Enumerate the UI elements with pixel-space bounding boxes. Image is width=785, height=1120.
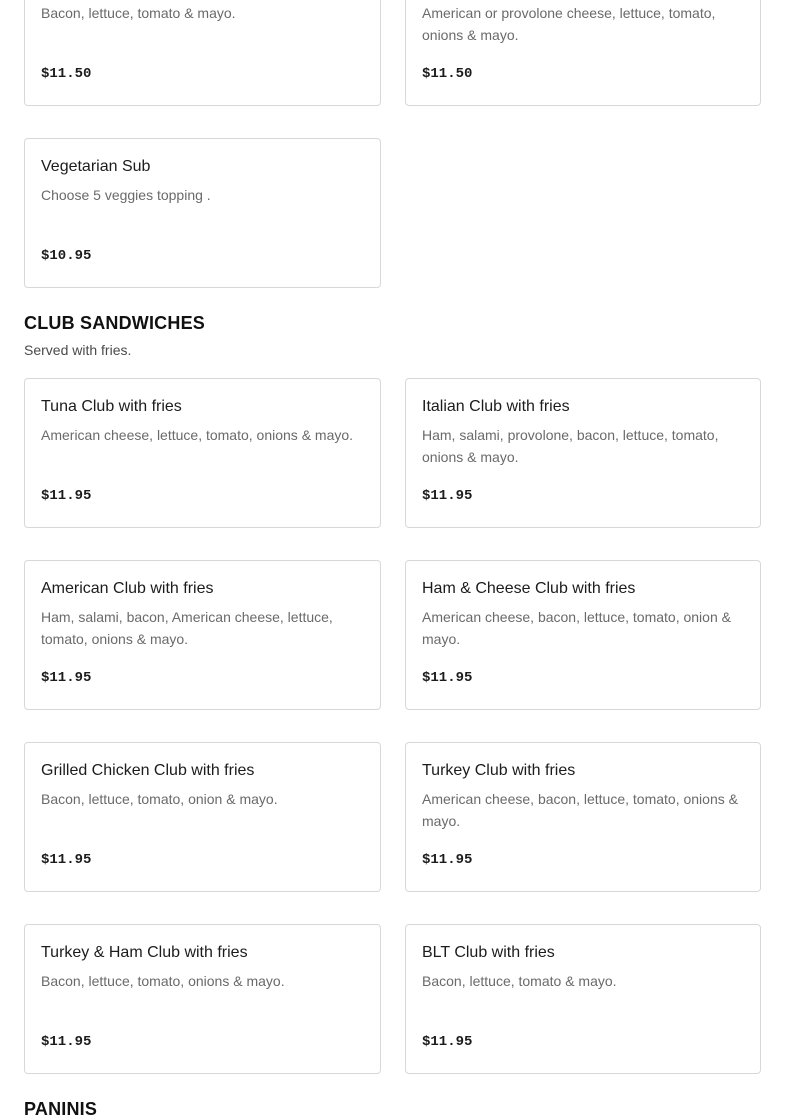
menu-item-name: American Club with fries (41, 580, 214, 597)
menu-item-price: $11.95 (41, 488, 92, 504)
menu-item-description: American or provolone cheese, lettuce, tomato, onions & mayo. (422, 5, 716, 43)
menu-item-name: Vegetarian Sub (41, 158, 151, 175)
menu-item-description: American cheese, bacon, lettuce, tomato, onion & mayo. (422, 609, 731, 647)
menu-item-card[interactable] (405, 924, 761, 1074)
menu-item-card[interactable] (24, 924, 381, 1074)
menu-item-price: $11.95 (422, 1034, 473, 1050)
menu-item-price: $11.95 (41, 852, 92, 868)
menu-item-description: Ham, salami, provolone, bacon, lettuce, tomato, onions & mayo. (422, 427, 719, 465)
menu-item-price: $11.50 (422, 66, 473, 82)
menu-item-description: Ham, salami, bacon, American cheese, lettuce, tomato, onions & mayo. (41, 609, 333, 647)
menu-item-name: Turkey Club with fries (422, 762, 576, 779)
menu-item-description: Choose 5 veggies topping . (41, 187, 211, 203)
menu-item-price: $11.95 (422, 670, 473, 686)
menu-item-price: $11.95 (422, 852, 473, 868)
menu-item-price: $11.95 (41, 1034, 92, 1050)
menu-item-price: $11.95 (41, 670, 92, 686)
menu-item-card[interactable] (405, 560, 761, 710)
menu-item-price: $10.95 (41, 248, 92, 264)
section-title: CLUB SANDWICHES (24, 313, 205, 333)
menu-item-name: Italian Club with fries (422, 398, 570, 415)
section-title: PANINIS (24, 1099, 98, 1119)
menu-item-name: Grilled Chicken Club with fries (41, 762, 255, 779)
menu-item-description: Bacon, lettuce, tomato, onion & mayo. (41, 791, 278, 807)
menu-item-card[interactable] (405, 0, 761, 106)
menu-item-description: American cheese, lettuce, tomato, onions & mayo. (41, 427, 354, 443)
menu-item-card[interactable] (405, 378, 761, 528)
menu-item-card[interactable] (24, 138, 381, 288)
menu-item-card[interactable] (24, 560, 381, 710)
menu-item-card[interactable] (405, 742, 761, 892)
menu-item-card[interactable] (24, 0, 381, 106)
menu-item-description: American cheese, bacon, lettuce, tomato, onions & mayo. (422, 791, 738, 829)
menu-item-name: BLT Club with fries (422, 944, 555, 961)
menu-item-name: Turkey & Ham Club with fries (41, 944, 248, 961)
menu-item-price: $11.50 (41, 66, 92, 82)
menu-item-name: Ham & Cheese Club with fries (422, 580, 636, 597)
menu-item-description: Bacon, lettuce, tomato, onions & mayo. (41, 973, 285, 989)
menu-item-card[interactable] (24, 378, 381, 528)
menu-item-description: Bacon, lettuce, tomato & mayo. (41, 5, 236, 21)
menu-item-card[interactable] (24, 742, 381, 892)
section-subtitle: Served with fries. (24, 342, 132, 358)
menu-item-name: Tuna Club with fries (41, 398, 182, 415)
menu-item-price: $11.95 (422, 488, 473, 504)
menu-item-description: Bacon, lettuce, tomato & mayo. (422, 973, 617, 989)
